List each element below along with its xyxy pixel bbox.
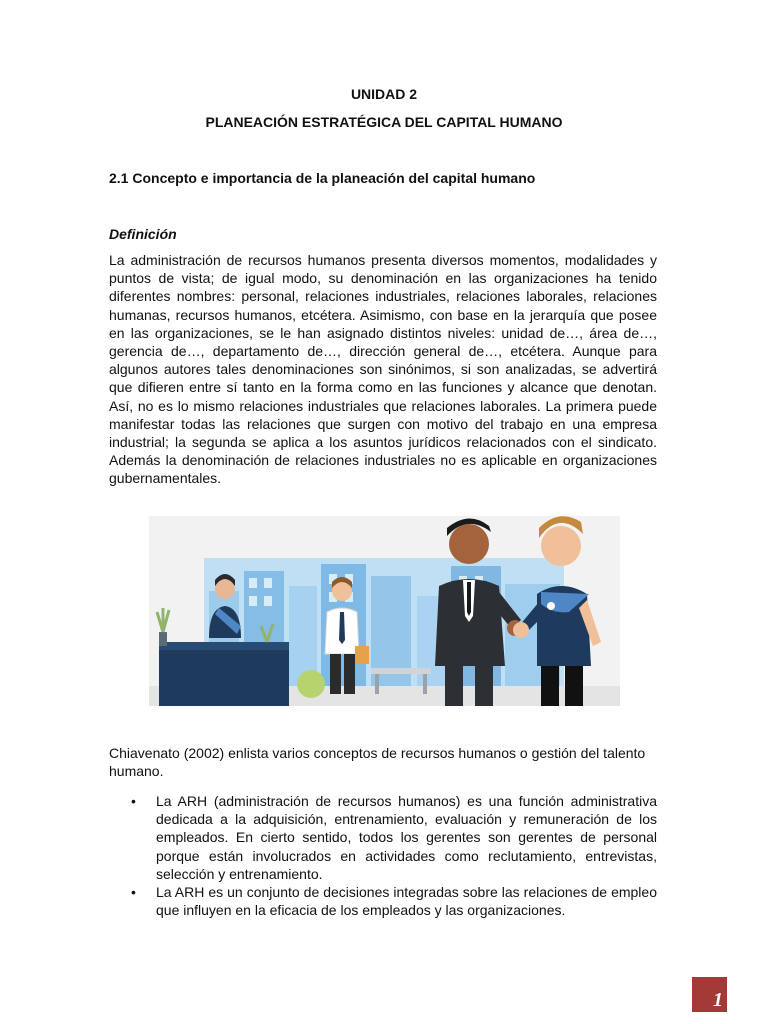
list-item	[109, 792, 657, 883]
office-handshake-illustration	[149, 516, 620, 706]
bullet-text: La ARH es un conjunto de decisiones integradas sobre las relaciones de empleo que influyen en la eficacia de los empleados y las organizaciones.	[156, 884, 657, 919]
intro-paragraph: Chiavenato (2002) enlista varios conceptos de recursos humanos o gestión del talento humano.	[109, 745, 646, 780]
bullet-text: La ARH (administración de recursos humanos) es una función administrativa dedicada a la adquisición, entrenamiento, evaluación y remuneración de los empleados. En cierto sentido, todos los gerentes son gerentes de personal porque están involucrados en actividades como reclutamiento, entrevistas, selección y entrenamiento.	[156, 793, 657, 882]
section-heading: 2.1 Concepto e importancia de la planeación del capital humano	[109, 170, 536, 186]
definition-paragraph: La administración de recursos humanos presenta diversos momentos, modalidades y puntos de vista; de igual modo, su denominación en las organizaciones ha tenido diferentes nombres: personal, relaciones industriales, relaciones laborales, relaciones humanas, recursos humanos, etcétera. Asimismo, con base en la jerarquía que posee en las organizaciones, se le han asignado distintos niveles: unidad de…, área de…, gerencia de…, departamento de…, dirección general de…, etcétera. Aunque para algunos autores tales denominaciones son sinónimos, si son analizadas, se advertirá que difieren entre sí tanto en la forma como en las funciones y alcance que denotan. Así, no es lo mismo relaciones industriales que relaciones laborales. La primera puede manifestar todas las relaciones que surgen con motivo del trabajo en una empresa industrial; la segunda se aplica a los asuntos jurídicos relacionados con el sindicato. Además la denominación de relaciones industriales no es aplicable en organizaciones gubernamentales.	[109, 252, 657, 487]
unit-heading: UNIDAD 2	[350, 86, 418, 102]
bullet-glyph: •	[131, 793, 136, 809]
document-title: PLANEACIÓN ESTRATÉGICA DEL CAPITAL HUMANO	[205, 114, 563, 130]
page-number-badge	[692, 977, 727, 1012]
list-item	[109, 883, 657, 919]
page-number: 1	[713, 989, 723, 1011]
bullet-glyph: •	[131, 884, 136, 901]
concepts-bullet-list	[109, 792, 657, 919]
definition-heading: Definición	[109, 226, 177, 242]
